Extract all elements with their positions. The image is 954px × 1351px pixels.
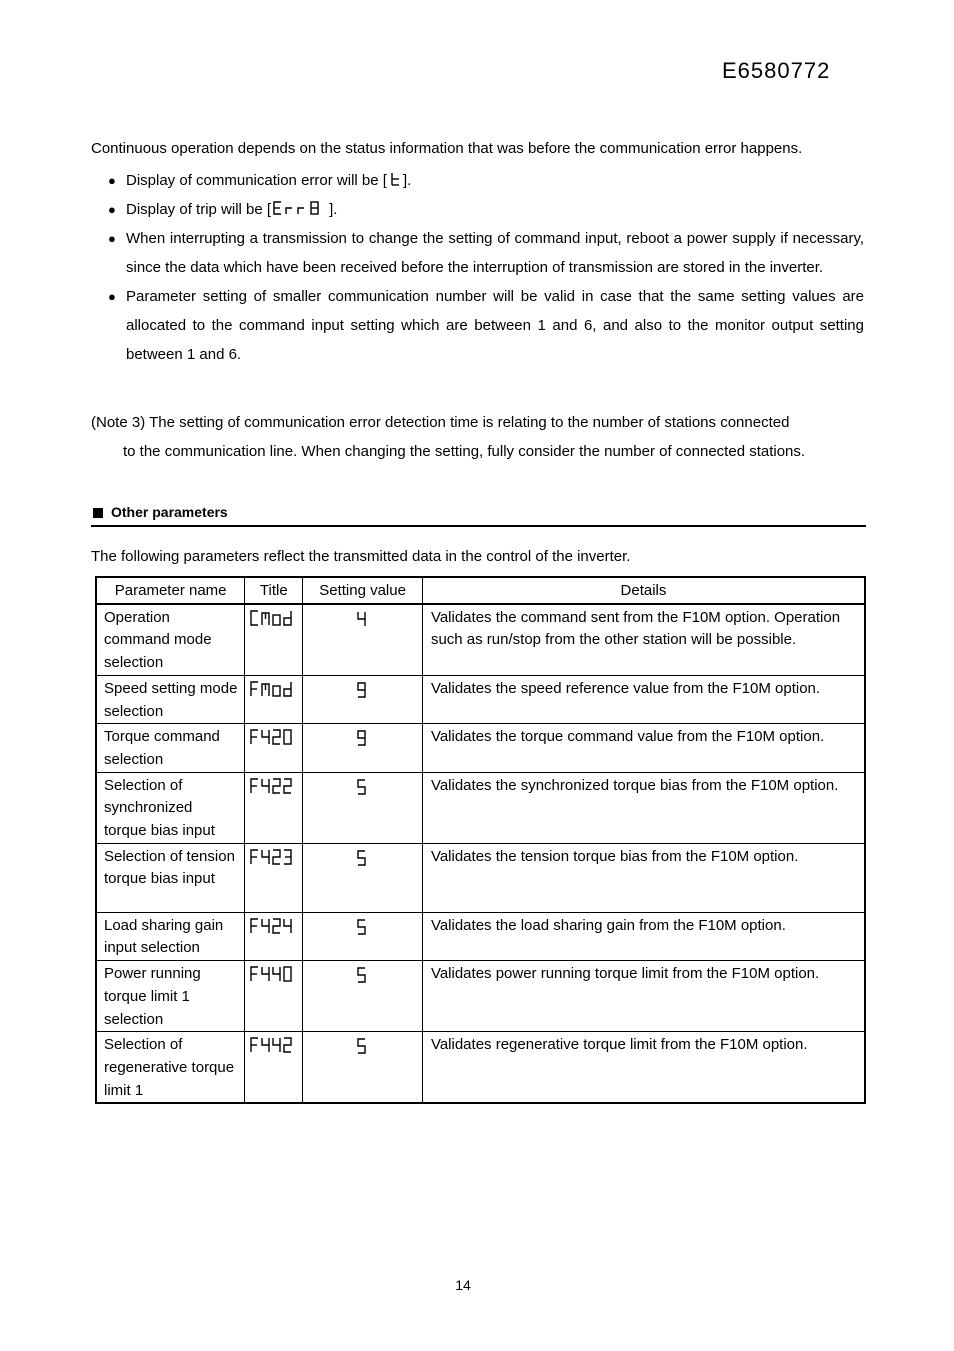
cell-setting-value: [303, 724, 423, 772]
table-row: [96, 843, 865, 912]
cell-parameter-name: Power running torque limit 1 selection: [96, 961, 245, 1032]
bullet-text: ].: [402, 172, 412, 189]
title-code-cmod-icon: [250, 610, 294, 626]
cell-details: Validates the speed reference value from the F10M option.: [422, 675, 865, 723]
err8-segment-icon: [271, 200, 329, 216]
table-row: [96, 724, 865, 772]
bullet-trip: [108, 195, 864, 224]
cell-details: Validates regenerative torque limit from the F10M option.: [422, 1032, 865, 1104]
setting-value-4-icon: [357, 611, 368, 627]
bullet-text: When interrupting a transmission to change the setting of command input, reboot a power supply if necessary, since the data which have been received before the interruption of transmission are stored in the inverter.: [126, 230, 864, 276]
title-code-f423-icon: [250, 849, 294, 865]
bullet-text: Parameter setting of smaller communication number will be valid in case that the same setting values are allocated to the command input setting which are between 1 and 6, and also to the monitor output setting between 1 and 6.: [126, 288, 864, 363]
cell-details: Validates the torque command value from the F10M option.: [422, 724, 865, 772]
section-heading-text: Other parameters: [111, 504, 228, 520]
cell-parameter-name: Selection of regenerative torque limit 1: [96, 1032, 245, 1104]
title-code-f442-icon: [250, 1037, 294, 1053]
bullet-parameter-setting: [108, 282, 864, 369]
header-details: Details: [422, 577, 865, 604]
bullet-dot-icon: ●: [108, 202, 116, 217]
cell-details: Validates power running torque limit from the F10M option.: [422, 961, 865, 1032]
cell-title: [245, 604, 303, 676]
cell-details: Validates the synchronized torque bias from the F10M option.: [422, 772, 865, 843]
cell-title: [245, 1032, 303, 1104]
cell-parameter-name: Operation command mode selection: [96, 604, 245, 676]
header-setting-value: Setting value: [303, 577, 423, 604]
cell-parameter-name: Load sharing gain input selection: [96, 912, 245, 960]
cell-details: Validates the load sharing gain from the F10M option.: [422, 912, 865, 960]
square-bullet-icon: [93, 508, 103, 518]
bullet-comm-error: [108, 166, 864, 195]
title-code-f440-icon: [250, 966, 294, 982]
cell-setting-value: [303, 912, 423, 960]
cell-title: [245, 724, 303, 772]
page-number: 14: [455, 1277, 471, 1293]
cell-details: Validates the tension torque bias from the F10M option.: [422, 843, 865, 912]
cell-setting-value: [303, 604, 423, 676]
table-row: [96, 772, 865, 843]
cell-parameter-name: Selection of synchronized torque bias input: [96, 772, 245, 843]
title-code-f422-icon: [250, 778, 294, 794]
table-row: [96, 912, 865, 960]
intro-paragraph: Continuous operation depends on the status information that was before the communication error happens.: [91, 140, 803, 157]
setting-value-9-icon: [357, 682, 368, 698]
note-line-1: (Note 3) The setting of communication error detection time is relating to the number of stations connected: [91, 414, 790, 431]
setting-value-5-icon: [357, 1038, 368, 1054]
cell-title: [245, 912, 303, 960]
bullet-dot-icon: ●: [108, 231, 116, 246]
table-body: [96, 604, 865, 1104]
table-row: [96, 961, 865, 1032]
bullet-text: ].: [329, 201, 338, 218]
cell-setting-value: [303, 675, 423, 723]
document-number: E6580772: [722, 58, 831, 83]
setting-value-5-icon: [357, 967, 368, 983]
bullet-interrupt: [108, 224, 864, 282]
title-code-fmod-icon: [250, 681, 294, 697]
table-header-row: [96, 577, 865, 604]
bullet-list: [108, 166, 864, 369]
header-title: Title: [245, 577, 303, 604]
cell-setting-value: [303, 772, 423, 843]
cell-parameter-name: Speed setting mode selection: [96, 675, 245, 723]
setting-value-5-icon: [357, 779, 368, 795]
bullet-text: Display of trip will be [: [126, 201, 272, 218]
setting-value-5-icon: [357, 919, 368, 935]
parameters-table: [95, 576, 866, 1104]
cell-title: [245, 961, 303, 1032]
title-code-f420-icon: [250, 729, 294, 745]
section-heading: [91, 504, 866, 527]
cell-title: [245, 675, 303, 723]
table-row: [96, 604, 865, 676]
cell-details: Validates the command sent from the F10M option. Operation such as run/stop from the other station will be possible.: [422, 604, 865, 676]
cell-setting-value: [303, 1032, 423, 1104]
title-code-f424-icon: [250, 918, 294, 934]
cell-setting-value: [303, 843, 423, 912]
note-line-2: to the communication line. When changing the setting, fully consider the number of connected stations.: [123, 443, 806, 460]
t-segment-icon: [387, 171, 403, 187]
setting-value-9-icon: [357, 730, 368, 746]
table-row: [96, 1032, 865, 1104]
setting-value-5-icon: [357, 850, 368, 866]
bullet-text: Display of communication error will be [: [126, 172, 387, 189]
cell-title: [245, 772, 303, 843]
cell-setting-value: [303, 961, 423, 1032]
bullet-dot-icon: ●: [108, 173, 116, 188]
cell-parameter-name: Selection of tension torque bias input: [96, 843, 245, 912]
header-parameter-name: Parameter name: [96, 577, 245, 604]
note-3: [91, 408, 805, 466]
cell-title: [245, 843, 303, 912]
table-intro: The following parameters reflect the transmitted data in the control of the inverter.: [91, 548, 631, 565]
bullet-dot-icon: ●: [108, 289, 116, 304]
table-row: [96, 675, 865, 723]
cell-parameter-name: Torque command selection: [96, 724, 245, 772]
